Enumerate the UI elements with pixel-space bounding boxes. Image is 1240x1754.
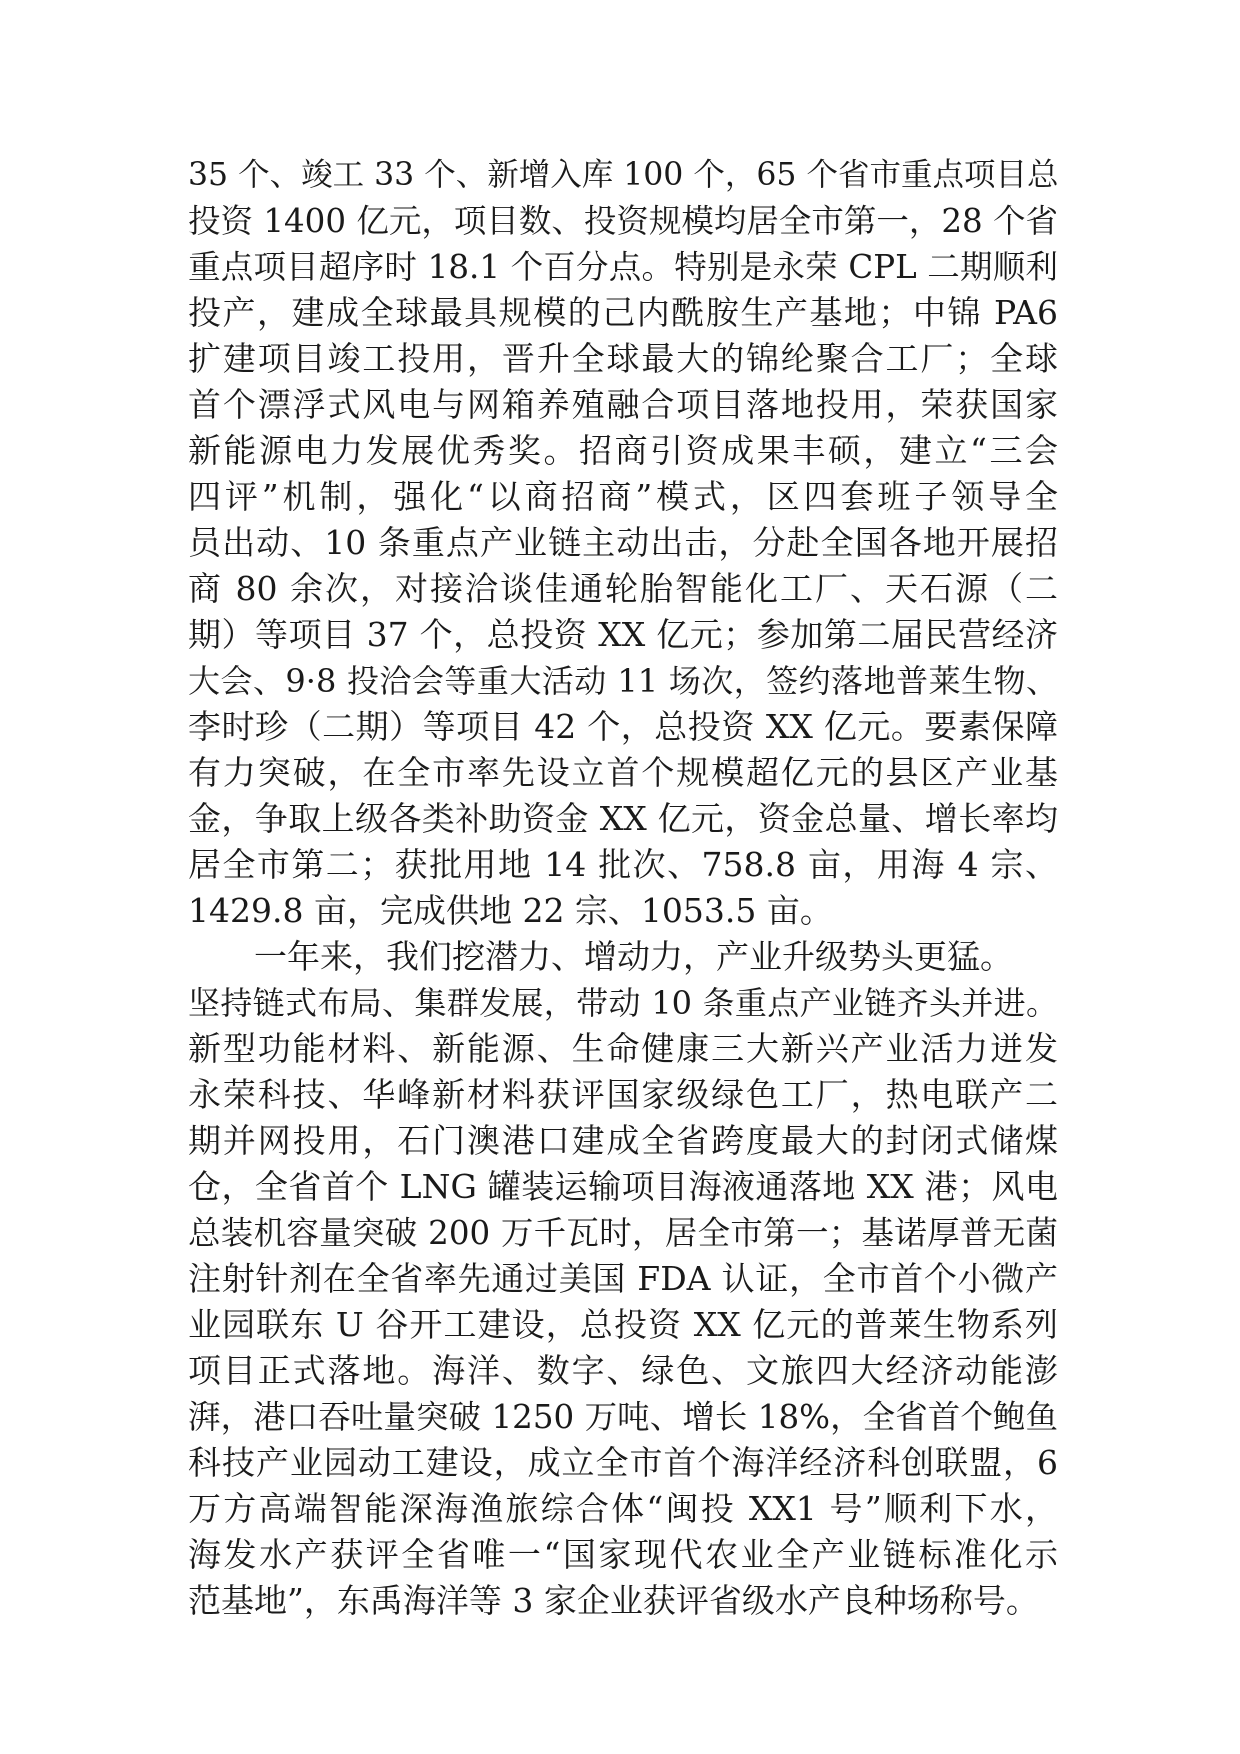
text-line: 新能源电力发展优秀奖。招商引资成果丰硕，建立“三会 [188,431,1058,470]
text-line: 项目正式落地。海洋、数字、绿色、文旅四大经济动能澎 [188,1351,1058,1390]
text-line: 科技产业园动工建设，成立全市首个海洋经济科创联盟，6 [188,1443,1058,1482]
text-line: 居全市第二；获批用地 14 批次、758.8 亩，用海 4 宗、 [188,845,1058,884]
text-line: 注射针剂在全省率先通过美国 FDA 认证，全市首个小微产 [188,1259,1058,1298]
text-line: 业园联东 U 谷开工建设，总投资 XX 亿元的普莱生物系列 [188,1305,1058,1344]
text-line: 期）等项目 37 个，总投资 XX 亿元；参加第二届民营经济 [188,615,1058,654]
text-line: 重点项目超序时 18.1 个百分点。特别是永荣 CPL 二期顺利 [188,248,1058,286]
text-line: 总装机容量突破 200 万千瓦时，居全市第一；基诺厚普无菌 [188,1214,1058,1252]
text-line: 商 80 余次，对接洽谈佳通轮胎智能化工厂、天石源（二 [188,569,1058,608]
text-line: 35 个、竣工 33 个、新增入库 100 个，65 个省市重点项目总 [188,157,1058,193]
body-text [188,152,1058,1624]
text-line: 期并网投用，石门澳港口建成全省跨度最大的封闭式储煤 [188,1121,1058,1160]
text-line: 仓，全省首个 LNG 罐装运输项目海液通落地 XX 港；风电 [188,1167,1058,1206]
text-line: 坚持链式布局、集群发展，带动 10 条重点产业链齐头并进。 [188,984,1058,1022]
text-line: 四评”机制，强化“以商招商”模式，区四套班子领导全 [188,477,1058,516]
text-line: 永荣科技、华峰新材料获评国家级绿色工厂，热电联产二 [188,1075,1058,1114]
text-line: 李时珍（二期）等项目 42 个，总投资 XX 亿元。要素保障 [188,707,1058,746]
text-line: 投资 1400 亿元，项目数、投资规模均居全市第一，28 个省 [188,202,1058,240]
paragraph-start-line: 一年来，我们挖潜力、增动力，产业升级势头更猛。 [188,937,1013,976]
text-line: 员出动、10 条重点产业链主动出击，分赴全国各地开展招 [188,523,1058,562]
text-line: 1429.8 亩，完成供地 22 宗、1053.5 亩。 [188,891,833,930]
text-line: 新型功能材料、新能源、生命健康三大新兴产业活力迸发 [188,1029,1058,1068]
text-line: 有力突破，在全市率先设立首个规模超亿元的县区产业基 [188,753,1058,792]
text-line: 范基地”，东禹海洋等 3 家企业获评省级水产良种场称号。 [188,1581,1039,1620]
text-line: 扩建项目竣工投用，晋升全球最大的锦纶聚合工厂；全球 [188,339,1058,378]
text-line: 大会、9·8 投洽会等重大活动 11 场次，签约落地普莱生物、 [188,662,1058,700]
text-line: 万方高端智能深海渔旅综合体“闽投 XX1 号”顺利下水， [188,1489,1058,1528]
text-line: 湃，港口吞吐量突破 1250 万吨、增长 18%，全省首个鲍鱼 [188,1398,1058,1436]
text-line: 首个漂浮式风电与网箱养殖融合项目落地投用，荣获国家 [188,385,1058,424]
text-line: 投产，建成全球最具规模的己内酰胺生产基地；中锦 PA6 [188,293,1058,332]
text-line: 海发水产获评全省唯一“国家现代农业全产业链标准化示 [188,1535,1058,1574]
text-line: 金，争取上级各类补助资金 XX 亿元，资金总量、增长率均 [188,799,1058,838]
